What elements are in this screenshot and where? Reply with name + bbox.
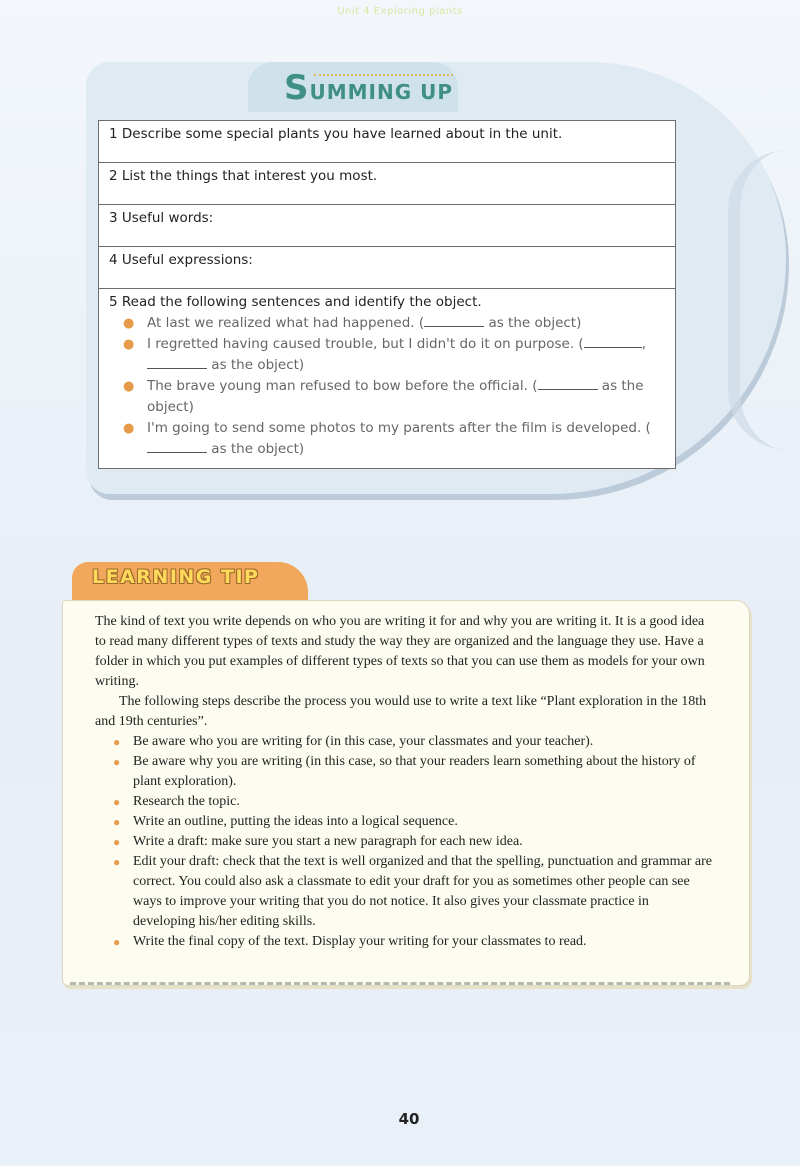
step-text: Edit your draft: check that the text is well organized and that the spelling, punctuation and grammar are correct. You could also ask a classmate to edit your draft for you as sometimes other people can see ways to improve your writing that you do not notice. It also gives your classmate practice in developing his/her editing skills. [133,854,712,929]
object-sentence-list [109,313,665,460]
step-text: Research the topic. [133,794,240,809]
list-item [95,852,713,932]
answer-blank[interactable] [424,314,484,327]
table-row-1 [99,121,675,163]
bullet-icon: ● [123,379,135,394]
list-item: ● I regretted having caused trouble, but I didn't do it on purpose. ( , as the object) [123,336,646,373]
table-row-3 [99,205,675,247]
list-item [109,376,665,418]
step-text: Be aware who you are writing for (in this case, your classmates and your teacher). [133,734,594,749]
learning-tip-text [95,612,713,952]
table-row-4 [99,247,675,289]
bullet-icon: ● [123,421,135,436]
bullet-icon: ● [123,316,135,331]
answer-blank[interactable] [538,377,598,390]
row-5-label: 5 Read the following sentences and identify the object. [109,294,482,310]
list-item [95,752,713,792]
sentence-text: The brave young man refused to bow before the official. ( [147,378,538,394]
running-header: Unit 4 Exploring plants [337,6,463,17]
row-3-label: 3 Useful words: [109,210,214,226]
sentence-text: At last we realized what had happened. ( [147,315,425,331]
tip-paragraph-1: The kind of text you write depends on who you are writing it for and why you are writing it. It is a good idea to read many different types of texts and study the way they are organized and the language they use. Have a folder in which you put examples of different types of texts so that you can use them as models for your own writing. [95,614,705,689]
answer-blank[interactable] [584,335,642,348]
bullet-icon: ● [113,855,121,869]
table-row-2 [99,163,675,205]
list-item [95,792,713,812]
table-row-5 [99,289,675,468]
answer-blank[interactable] [147,440,207,453]
sentence-suffix: as the object) [484,315,582,331]
summing-up-table [98,120,676,469]
bullet-icon: ● [113,755,121,769]
bullet-icon: ● [113,935,121,949]
title-first-letter: S [284,68,310,108]
title-rest: UMMING UP [309,80,454,104]
list-item [109,418,665,460]
torn-paper-edge [70,962,730,985]
step-text: Write an outline, putting the ideas into a logical sequence. [133,814,458,829]
sentence-text: I'm going to send some photos to my parents after the film is developed. ( [147,420,651,436]
title-dotted-line [314,74,453,76]
tip-paragraph-2: The following steps describe the process you would use to write a text like “Plant exploration in the 18th and 19th centuries”. [95,694,707,729]
list-item [95,832,713,852]
learning-tip-title: LEARNING TIP [92,566,260,588]
bullet-icon: ● [113,735,121,749]
tip-steps-list [95,732,713,952]
row-2-label: 2 List the things that interest you most. [109,168,378,184]
sentence-text: I regretted having caused trouble, but I didn't do it on purpose. ( [147,336,584,352]
row-4-label: 4 Useful expressions: [109,252,253,268]
step-text: Write the final copy of the text. Display your writing for your classmates to read. [133,934,587,949]
sentence-suffix: as the object) [207,357,305,373]
bullet-icon: ● [113,795,121,809]
list-item [95,812,713,832]
row-1-label: 1 Describe some special plants you have learned about in the unit. [109,126,563,142]
bullet-icon: ● [123,337,135,352]
sentence-suffix: as the object) [147,378,644,415]
step-text: Be aware why you are writing (in this case, so that your readers learn something about the history of plant exploration). [133,754,696,789]
summing-up-title [284,68,453,108]
list-item [95,932,713,952]
step-text: Write a draft: make sure you start a new paragraph for each new idea. [133,834,523,849]
bullet-icon: ● [113,815,121,829]
page-number: 40 [398,1110,420,1128]
decorative-curve [728,150,800,450]
sentence-suffix: as the object) [207,441,305,457]
list-item [95,732,713,752]
list-item [109,313,665,334]
bullet-icon: ● [113,835,121,849]
answer-blank[interactable] [147,356,207,369]
